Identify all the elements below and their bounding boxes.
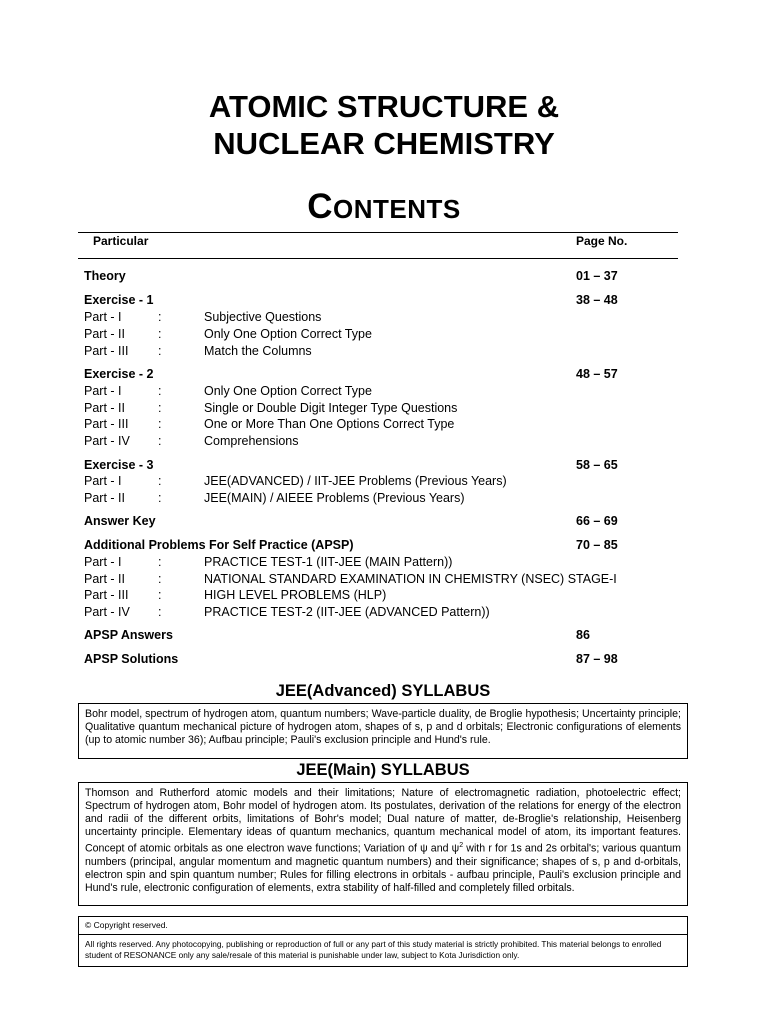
toc-separator: :: [158, 384, 162, 398]
toc-entry-description: JEE(MAIN) / AIEEE Problems (Previous Years): [204, 491, 465, 505]
toc-separator: :: [158, 605, 162, 619]
toc-separator: :: [158, 310, 162, 324]
copyright-title: © Copyright reserved.: [85, 920, 168, 930]
page-no-header: Page No.: [576, 234, 628, 248]
document-title-line2: NUCLEAR CHEMISTRY: [213, 126, 555, 161]
toc-page-range: 01 – 37: [576, 269, 618, 283]
toc-row: [84, 628, 684, 645]
toc-row: [84, 652, 684, 669]
toc-entry-label: Part - III: [84, 588, 129, 602]
toc-entry-label: Part - I: [84, 384, 122, 398]
toc-entry-label: Part - III: [84, 417, 129, 431]
jee-main-syllabus-text-a: Thomson and Rutherford atomic models and their limitations; Nature of electromagnetic radiation, photoelectric effect; Spectrum of hydrogen atom, Bohr model of hydrogen atom. Its postulates, derivation of the relations for energy of the electron and radii of the different orbits, limitations of Bohr's model; Dual nature of matter, de-Broglie's relationship, Heisenberg uncertainty principle. Elementary ideas of quantum mechanics, quantum mechanical model of atom, its important features. Concept of atomic orbitals as one electron wave functions; Variation of ψ and ψ: [85, 787, 681, 855]
toc-entry-label: Part - I: [84, 310, 122, 324]
jee-main-syllabus-text-b: with r for 1s and 2s orbital's; various quantum numbers (principal, angular momentum and magnetic quantum numbers) and their significance; shapes of s, p and d-orbitals, electron spin and spin quantum number; Rules for filling electrons in orbitals - aufbau principle, Pauli's exclusion principle and Hund's rule, electronic configuration of elements, extra stability of half-filled and completely filled orbitals.: [85, 842, 681, 894]
toc-separator: :: [158, 434, 162, 448]
toc-row: [84, 310, 684, 327]
toc-entry-description: Match the Columns: [204, 344, 312, 358]
toc-row: [84, 367, 684, 384]
toc-entry-description: Single or Double Digit Integer Type Questions: [204, 401, 458, 415]
contents-heading: [0, 187, 768, 227]
toc-separator: :: [158, 572, 162, 586]
toc-entry-label: Exercise - 1: [84, 293, 154, 307]
toc-entry-label: APSP Answers: [84, 628, 173, 642]
toc-entry-label: Part - I: [84, 555, 122, 569]
copyright-divider: [79, 934, 687, 935]
contents-heading-initial: C: [307, 187, 334, 226]
toc-row: [84, 555, 684, 572]
jee-main-syllabus-text: [85, 787, 681, 895]
toc-row: [84, 514, 684, 531]
toc-entry-label: Part - III: [84, 344, 129, 358]
toc-entry-label: Part - II: [84, 572, 125, 586]
toc-row: [84, 269, 684, 286]
toc-page-range: 58 – 65: [576, 458, 618, 472]
toc-row: [84, 401, 684, 418]
toc-page-range: 48 – 57: [576, 367, 618, 381]
copyright-box: [78, 916, 688, 967]
header-top-rule: [78, 232, 678, 233]
toc-separator: :: [158, 474, 162, 488]
toc-row: [84, 538, 684, 555]
toc-row: [84, 327, 684, 344]
toc-row: [84, 344, 684, 361]
toc-row: [84, 605, 684, 622]
toc-row: [84, 474, 684, 491]
toc-entry-description: PRACTICE TEST-2 (IIT-JEE (ADVANCED Pattern)): [204, 605, 490, 619]
toc-entry-description: Subjective Questions: [204, 310, 322, 324]
toc-page-range: 86: [576, 628, 590, 642]
toc-row: [84, 434, 684, 451]
toc-entry-description: HIGH LEVEL PROBLEMS (HLP): [204, 588, 387, 602]
toc-entry-label: APSP Solutions: [84, 652, 179, 666]
toc-entry-label: Additional Problems For Self Practice (APSP): [84, 538, 354, 552]
jee-main-syllabus-heading: JEE(Main) SYLLABUS: [296, 761, 470, 779]
toc-entry-label: Exercise - 3: [84, 458, 154, 472]
toc-entry-label: Part - II: [84, 491, 125, 505]
toc-separator: :: [158, 344, 162, 358]
toc-entry-description: PRACTICE TEST-1 (IIT-JEE (MAIN Pattern)): [204, 555, 453, 569]
toc-page-range: 87 – 98: [576, 652, 618, 666]
toc-entry-label: Part - II: [84, 327, 125, 341]
toc-page-range: 38 – 48: [576, 293, 618, 307]
toc-separator: :: [158, 491, 162, 505]
toc-entry-description: Comprehensions: [204, 434, 299, 448]
toc-row: [84, 458, 684, 475]
toc-entry-description: JEE(ADVANCED) / IIT-JEE Problems (Previous Years): [204, 474, 507, 488]
toc-row: [84, 588, 684, 605]
toc-separator: :: [158, 327, 162, 341]
toc-entry-label: Part - IV: [84, 605, 130, 619]
toc-separator: :: [158, 588, 162, 602]
toc-separator: :: [158, 417, 162, 431]
toc-page-range: 66 – 69: [576, 514, 618, 528]
toc-row: [84, 384, 684, 401]
toc-entry-label: Part - II: [84, 401, 125, 415]
contents-heading-rest: ONTENTS: [333, 194, 461, 224]
toc-entry-description: Only One Option Correct Type: [204, 384, 372, 398]
toc-row: [84, 491, 684, 508]
toc-separator: :: [158, 401, 162, 415]
header-bottom-rule: [78, 258, 678, 259]
toc-entry-description: Only One Option Correct Type: [204, 327, 372, 341]
psi-squared-exponent: 2: [459, 842, 464, 849]
toc-entry-label: Part - IV: [84, 434, 130, 448]
toc-entry-label: Part - I: [84, 474, 122, 488]
toc-row: [84, 572, 684, 589]
toc-entry-label: Theory: [84, 269, 126, 283]
jee-advanced-syllabus-heading: JEE(Advanced) SYLLABUS: [275, 682, 491, 700]
toc-entry-description: One or More Than One Options Correct Type: [204, 417, 455, 431]
jee-main-syllabus-box: [78, 782, 688, 906]
toc-separator: :: [158, 555, 162, 569]
toc-page-range: 70 – 85: [576, 538, 618, 552]
particular-header: Particular: [93, 234, 149, 248]
jee-advanced-syllabus-text: Bohr model, spectrum of hydrogen atom, quantum numbers; Wave-particle duality, de Broglie hypothesis; Uncertainty principle; Qualitative quantum mechanical picture of hydrogen atom, shapes of s, p and d orbitals; Electronic configurations of elements (up to atomic number 36); Aufbau principle; Pauli's exclusion principle and Hund's rule.: [85, 708, 681, 746]
toc-entry-description: NATIONAL STANDARD EXAMINATION IN CHEMISTRY (NSEC) STAGE-I: [204, 572, 617, 586]
toc-row: [84, 293, 684, 310]
document-title-line1: ATOMIC STRUCTURE &: [208, 89, 560, 124]
jee-advanced-syllabus-box: [78, 703, 688, 759]
toc-row: [84, 417, 684, 434]
toc-entry-label: Exercise - 2: [84, 367, 154, 381]
copyright-notice: All rights reserved. Any photocopying, publishing or reproduction of full or any part of this study material is strictly prohibited. This material belongs to enrolled student of RESONANCE only any sale/resale of this material is punishable under law, subject to Kota Jurisdiction only.: [85, 939, 662, 960]
toc-entry-label: Answer Key: [84, 514, 156, 528]
